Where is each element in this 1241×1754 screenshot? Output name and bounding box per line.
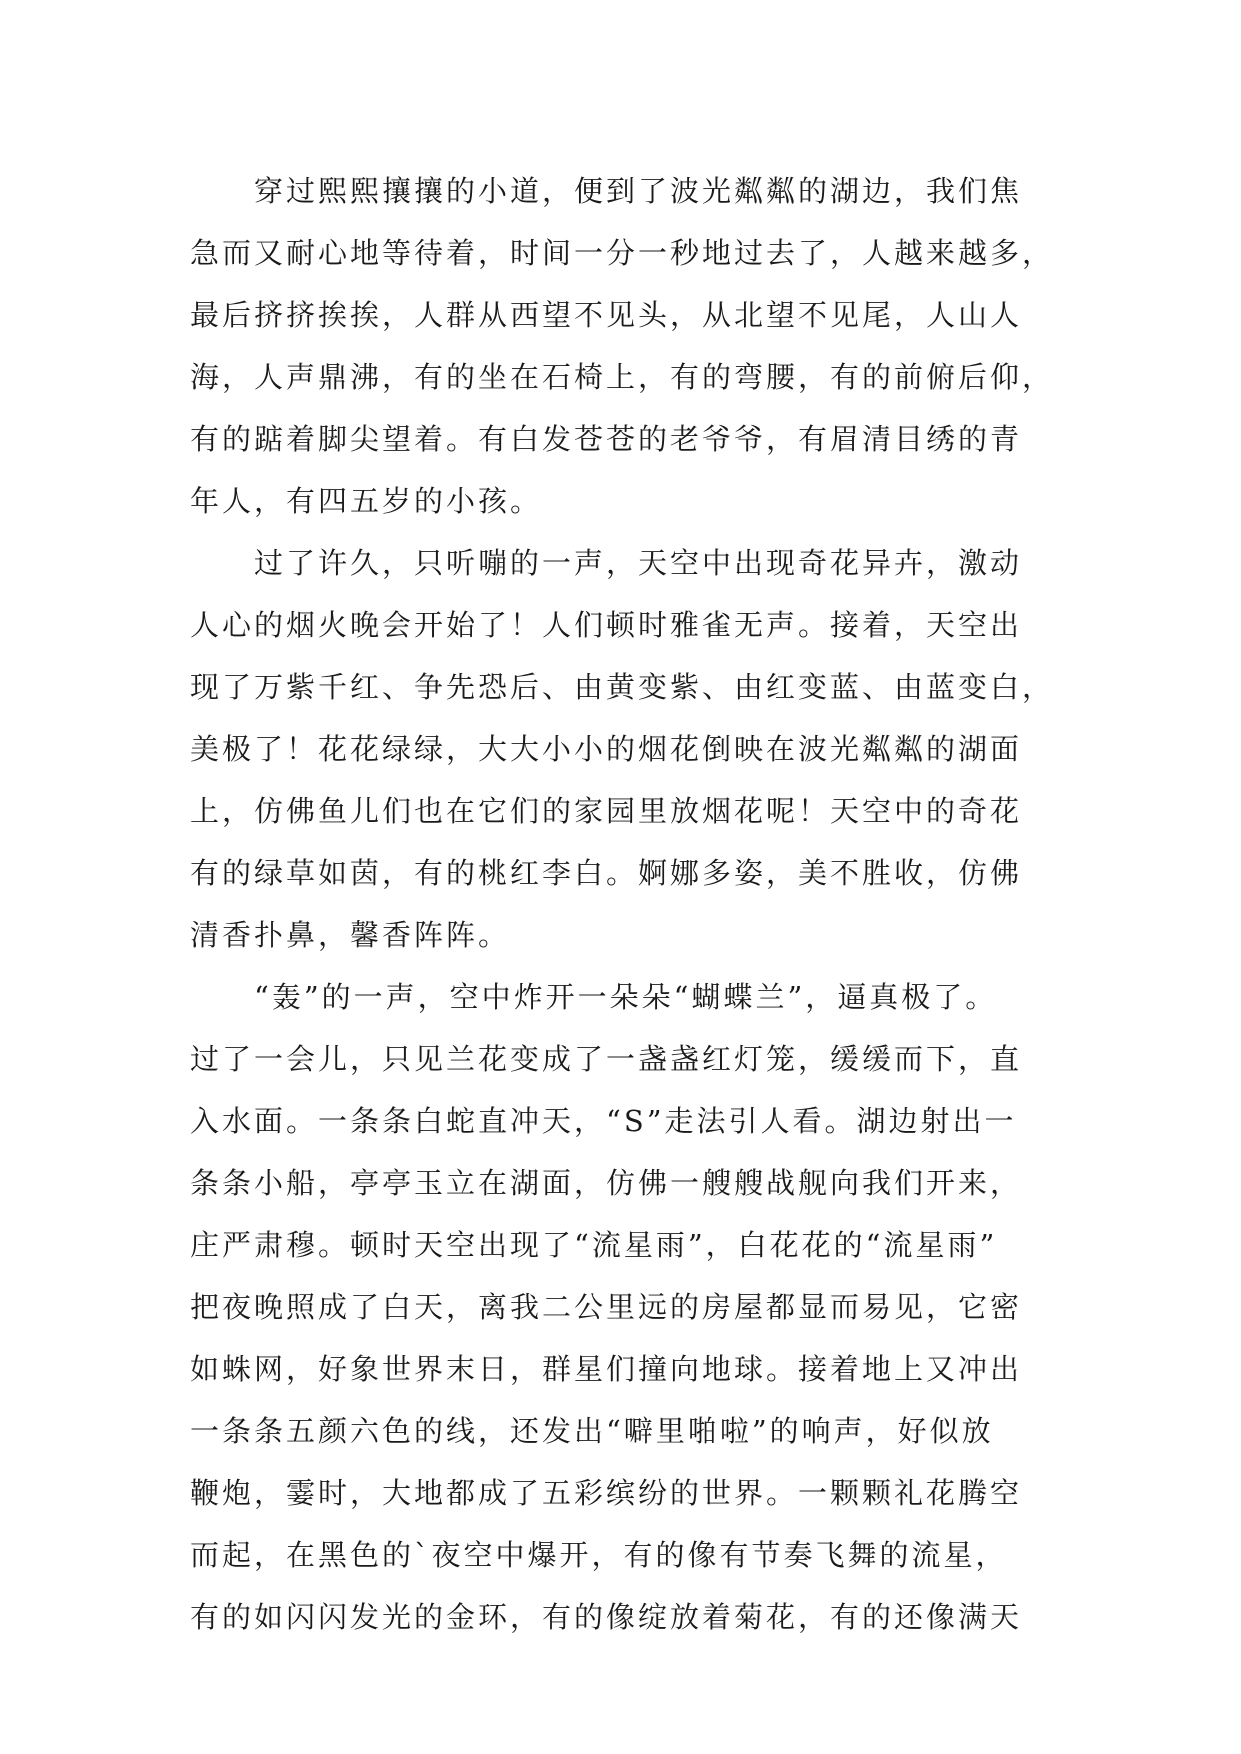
text-line: 有的踮着脚尖望着。有白发苍苍的老爷爷，有眉清目绣的青 [190, 422, 1023, 456]
text-line: 鞭炮，霎时，大地都成了五彩缤纷的世界。一颗颗礼花腾空 [190, 1476, 1023, 1510]
text-line: 庄严肃穆。顿时天空出现了“流星雨”，白花花的“流星雨” [190, 1228, 998, 1262]
text-line: 如蛛网，好象世界末日，群星们撞向地球。接着地上又冲出 [190, 1352, 1023, 1386]
text-line: 而起，在黑色的`夜空中爆开，有的像有节奏飞舞的流星， [190, 1538, 1008, 1572]
text-line: 急而又耐心地等待着，时间一分一秒地过去了，人越来越多， [190, 236, 1055, 270]
text-line: 穿过熙熙攘攘的小道，便到了波光粼粼的湖边，我们焦 [254, 174, 1023, 208]
text-line: 人心的烟火晚会开始了！人们顿时雅雀无声。接着，天空出 [190, 608, 1023, 642]
text-line: 年人，有四五岁的小孩。 [190, 484, 543, 518]
text-line: 入水面。一条条白蛇直冲天，“S”走法引人看。湖边射出一 [190, 1104, 1017, 1138]
paragraph-2 [190, 532, 1058, 966]
text-line: 条条小船，亭亭玉立在湖面，仿佛一艘艘战舰向我们开来， [190, 1166, 1023, 1200]
paragraph-3 [190, 966, 1058, 1648]
paragraph-1 [190, 160, 1058, 532]
text-line: “轰”的一声，空中炸开一朵朵“蝴蝶兰”，逼真极了。 [254, 980, 998, 1014]
text-line: 过了许久，只听嘣的一声，天空中出现奇花异卉，激动 [254, 546, 1023, 580]
text-line: 清香扑鼻，馨香阵阵。 [190, 918, 511, 952]
text-line: 有的如闪闪发光的金环，有的像绽放着菊花，有的还像满天 [190, 1600, 1023, 1634]
text-line: 最后挤挤挨挨，人群从西望不见头，从北望不见尾，人山人 [190, 298, 1023, 332]
text-line: 一条条五颜六色的线，还发出“噼里啪啦”的响声，好似放 [190, 1414, 994, 1448]
text-line: 过了一会儿，只见兰花变成了一盏盏红灯笼，缓缓而下，直 [190, 1042, 1023, 1076]
text-line: 现了万紫千红、争先恐后、由黄变紫、由红变蓝、由蓝变白， [190, 670, 1055, 704]
text-line: 把夜晚照成了白天，离我二公里远的房屋都显而易见，它密 [190, 1290, 1023, 1324]
body-text [190, 160, 1058, 1648]
text-line: 有的绿草如茵，有的桃红李白。婀娜多姿，美不胜收，仿佛 [190, 856, 1023, 890]
text-line: 美极了！花花绿绿，大大小小的烟花倒映在波光粼粼的湖面 [190, 732, 1023, 766]
text-line: 海，人声鼎沸，有的坐在石椅上，有的弯腰，有的前俯后仰， [190, 360, 1055, 394]
text-line: 上，仿佛鱼儿们也在它们的家园里放烟花呢！天空中的奇花 [190, 794, 1023, 828]
